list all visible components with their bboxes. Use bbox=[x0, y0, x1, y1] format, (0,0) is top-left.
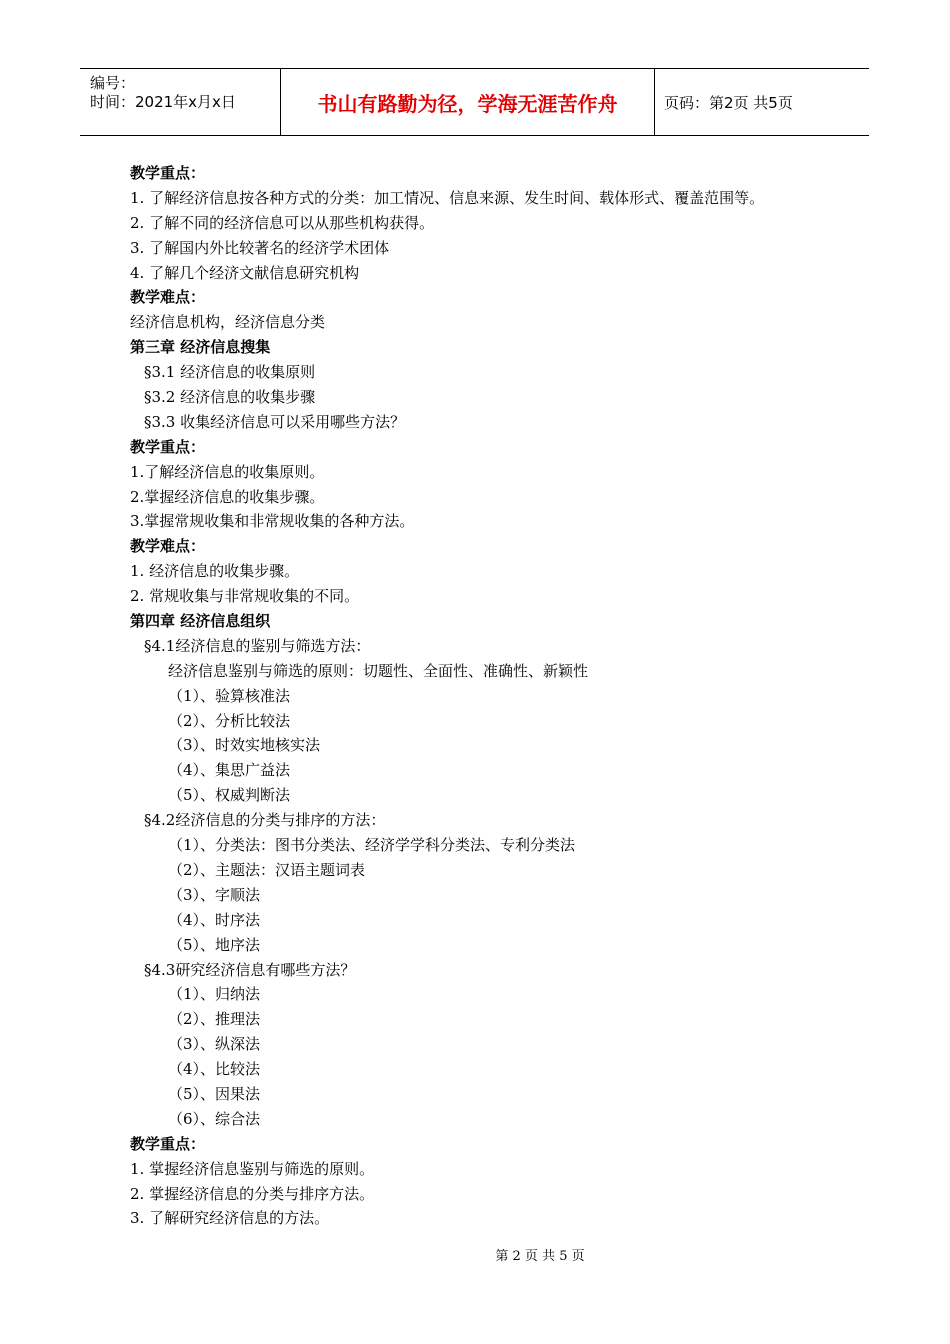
list-item: 1. 掌握经济信息鉴别与筛选的原则。 bbox=[130, 1159, 375, 1178]
list-item: （6）、综合法 bbox=[168, 1109, 261, 1128]
subsection: §4.3研究经济信息有哪些方法？ bbox=[144, 960, 356, 979]
page-header bbox=[80, 68, 869, 136]
list-item: （5）、地序法 bbox=[168, 935, 261, 954]
subsection: §3.2 经济信息的收集步骤 bbox=[144, 388, 316, 407]
list-item: 1.了解经济信息的收集原则。 bbox=[130, 462, 325, 481]
section-heading: 教学难点： bbox=[130, 288, 206, 307]
subsection: §3.1 经济信息的收集原则 bbox=[144, 363, 316, 382]
list-item: 1. 经济信息的收集步骤。 bbox=[130, 562, 300, 581]
list-item: （4）、时序法 bbox=[168, 910, 261, 929]
list-item: （1）、验算核准法 bbox=[168, 686, 291, 705]
list-item: 3. 了解国内外比较著名的经济学术团体 bbox=[130, 238, 390, 257]
list-item: （4）、集思广益法 bbox=[168, 761, 291, 780]
list-item: （4）、比较法 bbox=[168, 1060, 261, 1079]
number-label: 编号： bbox=[90, 74, 136, 92]
header-page-label: 页码：第2页 共5页 bbox=[664, 93, 793, 112]
list-item: （1）、归纳法 bbox=[168, 985, 261, 1004]
header-info bbox=[80, 69, 280, 135]
subsection: §4.2经济信息的分类与排序的方法： bbox=[144, 811, 386, 830]
list-item: 3.掌握常规收集和非常规收集的各种方法。 bbox=[130, 512, 415, 531]
document-body bbox=[130, 161, 870, 1231]
list-item: （5）、权威判断法 bbox=[168, 786, 291, 805]
paragraph: 经济信息机构，经济信息分类 bbox=[130, 313, 326, 332]
section-heading: 教学重点： bbox=[130, 164, 206, 182]
list-item: 2. 掌握经济信息的分类与排序方法。 bbox=[130, 1184, 375, 1203]
subsection: §3.3 收集经济信息可以采用哪些方法？ bbox=[144, 412, 406, 431]
chapter-title: 第三章 经济信息搜集 bbox=[130, 338, 271, 357]
header-motto: 书山有路勤为径，学海无涯苦作舟 bbox=[280, 69, 655, 135]
time-label: 时间：2021年x月x日 bbox=[90, 93, 236, 111]
page-footer: 第 2 页 共 5 页 bbox=[495, 1249, 585, 1264]
subsection: §4.1经济信息的鉴别与筛选方法： bbox=[144, 636, 371, 655]
chapter-title: 第四章 经济信息组织 bbox=[130, 612, 271, 631]
list-item: 4. 了解几个经济文献信息研究机构 bbox=[130, 263, 360, 282]
section-heading: 教学重点： bbox=[130, 437, 206, 456]
list-item: 2.掌握经济信息的收集步骤。 bbox=[130, 487, 325, 506]
list-item: （3）、字顺法 bbox=[168, 885, 261, 904]
list-item: （3）、纵深法 bbox=[168, 1035, 261, 1054]
list-item: 3. 了解研究经济信息的方法。 bbox=[130, 1209, 330, 1228]
list-item: 1. 了解经济信息按各种方式的分类：加工情况、信息来源、发生时间、载体形式、覆盖范围等。 bbox=[130, 188, 765, 207]
list-item: （2）、主题法：汉语主题词表 bbox=[168, 860, 366, 879]
list-item: （3）、时效实地核实法 bbox=[168, 736, 321, 755]
list-item: （2）、推理法 bbox=[168, 1010, 261, 1029]
section-heading: 教学难点： bbox=[130, 537, 206, 556]
list-item: （1）、分类法：图书分类法、经济学学科分类法、专利分类法 bbox=[168, 836, 576, 855]
list-item: （5）、因果法 bbox=[168, 1084, 261, 1103]
list-item: 2. 常规收集与非常规收集的不同。 bbox=[130, 587, 360, 606]
list-item: （2）、分析比较法 bbox=[168, 711, 291, 730]
paragraph: 经济信息鉴别与筛选的原则：切题性、全面性、准确性、新颖性 bbox=[168, 661, 589, 680]
list-item: 2. 了解不同的经济信息可以从那些机构获得。 bbox=[130, 213, 435, 232]
section-heading: 教学重点： bbox=[130, 1134, 206, 1153]
